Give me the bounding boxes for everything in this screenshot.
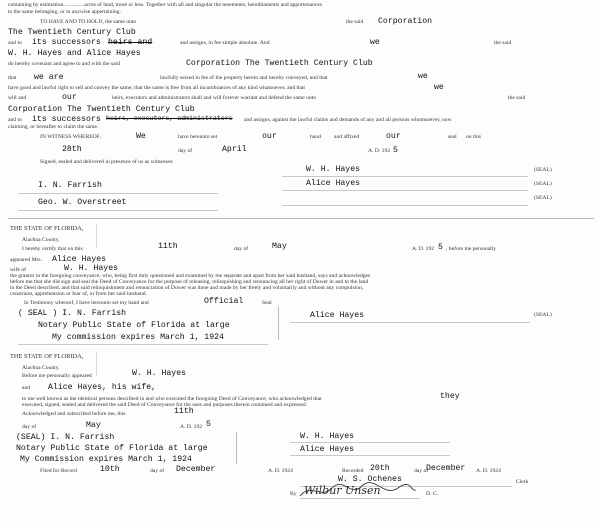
county-label: Alachua County. [22,237,60,243]
appearing-wife-name: Alice Hayes, his wife, [48,383,157,392]
deed-text-said: the said [494,40,512,46]
filed-day: 10th [100,465,120,474]
pronoun-our: our [386,132,401,141]
ack-text-paragraph: constraint, apprehension or fear of, or from her said husband. [10,291,148,297]
deed-text-hereunto-set: have hereunto set [178,134,218,140]
deputy-clerk-label: D. C. [426,491,438,497]
deed-year-digit: 5 [393,146,398,155]
deed-day: 28th [62,145,82,154]
signature-line [290,442,450,443]
filing-text-day-of: day of [414,468,429,474]
grantee-full-name: Corporation The Twentieth Century Club [186,59,373,68]
notary-commission: My commission expires March 1, 1924 [52,333,224,342]
successors-text: its successors [32,115,101,124]
deed-text-hand: hand [310,134,321,140]
deputy-line [300,498,420,499]
ack2-text-paragraph: to me well known as the identical persons described in and who executed the foregoing Deed of Conveyance, who acknowledged that [22,396,322,402]
ack2-text-and: and [22,385,31,391]
deed-text-and-to: and to [8,117,22,123]
deed-text-covenant: do hereby covenant and agree to and with the said [8,61,120,67]
notary-seal-signature: ( SEAL ) I. N. Farrish [18,309,127,318]
signature-line [282,176,528,177]
ack-text-paragraph: in the Deed described, and that said relinquishment and renunciation of Dower was done and made by her freely and voluntarily and without any compulsion, [10,285,364,291]
witness-2: Geo. W. Overstreet [38,198,127,207]
ack-text-wife-of: wife of [10,267,26,273]
filed-month: December [176,465,216,474]
county-label: Alachua County. [22,365,60,371]
ack-text-certify: I hereby certify that on this [22,246,83,252]
official-seal-word: Official [204,297,244,306]
ack2-year-digit: 5 [206,420,211,429]
notary-commission: My Commission expires March 1, 1924 [20,455,192,464]
notary-bracket [278,306,279,340]
state-of-florida-heading: THE STATE OF FLORIDA, [10,353,84,360]
clerk-label: Clerk [516,479,529,485]
ack2-text-paragraph: executed, signed, sealed and delivered the said Deed of Conveyance for the uses and purposes therein contained and expressed. [22,402,308,408]
grantee-full-name: Corporation The Twentieth Century Club [8,105,195,114]
deputy-clerk-signature: Wilbur Unsen [304,484,381,497]
pronoun-our: our [262,132,277,141]
recorded-day: 20th [370,464,390,473]
deed-text-lawful-claims: and assigns, against the lawful claims and demands of any and all persons whomsoever, now [244,117,452,123]
ack-month: May [272,242,287,251]
ack-text-appeared: appeared Mrs. [10,257,42,263]
filing-text-day-of: day of [150,468,165,474]
pronoun-we-are: we are [34,73,64,82]
deed-text-fee-simple: and assigns, in fee simple absolute. And [180,40,270,46]
seal-label: (SEAL) [534,167,552,173]
grantee-type: Corporation [378,17,433,26]
state-bracket [96,352,97,376]
ack-text-paragraph: before me that she did sign and seal the Deed of Conveyance for the purpose of releasing, relinquishing and renouncing all her right of Dower in and to the land [10,279,369,285]
filing-text-ad: A. D. 1924 [476,468,501,474]
clerk-name: W. S. Ochenes [338,475,402,484]
deed-text-right-to-sell: have good and lawful right to sell and convey the same; that the same is free from all incumbrances of any kind whatsoever, and that [8,85,305,91]
deed-text-will-and: will and [8,95,27,101]
deed-text-acreage: containing by estimation...............acres of land, more or less. Together with all and singular the tenements, hereditaments and appurtenances [8,2,323,8]
ack-year-digit: 5 [438,243,443,252]
ack-text-day-of: day of [234,246,249,252]
deed-text-claiming: claiming, or hereafter to claim the same. [8,124,99,130]
heirs-struck-text: heirs and [108,38,153,47]
state-bracket [96,224,97,248]
deed-text-warrant: heirs, executors and administrators shall and will forever warrant and defend the same unto [112,95,317,101]
pronoun-we: we [418,72,428,81]
appearing-husband-name: W. H. Hayes [132,369,187,378]
deed-text-and-to: and to [8,40,22,46]
ack-text-paragraph: the grantor in the foregoing conveyance, who, being first duly questioned and examined by me separate and apart from her said husband, says and acknowledges [10,273,371,279]
filing-text-ad: A. D. 1924 [268,468,293,474]
filing-text-filed: Filed for Record [40,468,77,474]
grantor-names: W. H. Hayes and Alice Hayes [8,49,141,58]
signature-line [18,210,218,211]
grantee-name: The Twentieth Century Club [8,28,136,37]
deed-text-affixed: and affixed [334,134,360,140]
ack2-month: May [86,421,101,430]
deed-text-day-of: day of [178,148,193,154]
deed-text-said: the said [508,95,526,101]
notary-bracket [236,432,237,464]
deed-text-signed-sealed: Signed, sealed and delivered in presence of us as witnesses: [40,159,174,165]
filing-text-recorded: Recorded [342,468,364,474]
seal-label: (SEAL) [534,195,552,201]
husband-signature: W. H. Hayes [300,432,355,441]
notary-seal-signature: (SEAL) I. N. Farrish [16,433,115,442]
ack2-text-ad: A. D. 192 [180,424,203,430]
deed-text-seal: seal [448,134,457,140]
appearing-wife-name: Alice Hayes [52,255,107,264]
ack-day: 11th [158,242,178,251]
ack-text-seal: Seal [262,300,272,306]
notary-line [18,344,268,345]
ack2-day: 11th [174,407,194,416]
pronoun-we: we [370,38,380,47]
deed-text-on-this: on this [466,134,482,140]
deed-text-witness-whereof: IN WITNESS WHEREOF, [40,134,101,140]
witness-1: I. N. Farrish [38,181,102,190]
seal-label: (SEAL) [534,312,552,318]
ack-text-before-me: , before me personally [446,246,497,252]
deed-text-ad: A. D. 192 [368,148,391,154]
deed-text-that: that [8,75,17,81]
signature-line [18,193,218,194]
wife-signature: Alice Hayes [310,311,365,320]
by-label: By [290,491,297,497]
husband-name: W. H. Hayes [64,264,119,273]
heirs-struck-text: heirs, executors, administrators [106,115,233,122]
ack-text-testimony: In Testimony whereof, I have hereunto set my hand and [24,300,149,306]
signature-line [282,205,528,206]
deed-text-said: the said [346,19,364,25]
ack2-text-acknowledged: Acknowledged and subscribed before me, this [22,411,126,417]
pronoun-we: we [434,83,444,92]
deed-text-seized: lawfully seized in fee of the property herein and hereby conveyed, and that [160,75,328,81]
grantor-signature-1: W. H. Hayes [306,165,361,174]
pronoun-we: We [136,132,146,141]
signature-line [290,455,450,456]
wife-signature: Alice Hayes [300,445,355,454]
deed-text-appertaining: to the same belonging, or in anywise appertaining. [8,9,121,15]
pronoun-our: our [62,93,77,102]
deed-text-to-have: TO HAVE AND TO HOLD, the same unto [40,19,137,25]
signature-line [290,322,530,323]
pronoun-they: they [440,392,460,401]
grantor-signature-2: Alice Hayes [306,179,361,188]
deed-month: April [222,145,247,154]
successors-text: its successors [32,38,101,47]
notary-title: Notary Public State of Florida at large [16,444,208,453]
recorded-month: December [426,464,466,473]
ack2-text-day-of: day of [22,424,37,430]
state-of-florida-heading: THE STATE OF FLORIDA, [10,225,84,232]
seal-label: (SEAL) [534,181,552,187]
ack-text-ad: A. D. 192 [412,246,435,252]
section-divider [8,218,594,219]
ack2-text-appeared: Before me personally appeared [22,373,92,379]
signature-line [282,190,528,191]
notary-title: Notary Public State of Florida at large [38,321,230,330]
